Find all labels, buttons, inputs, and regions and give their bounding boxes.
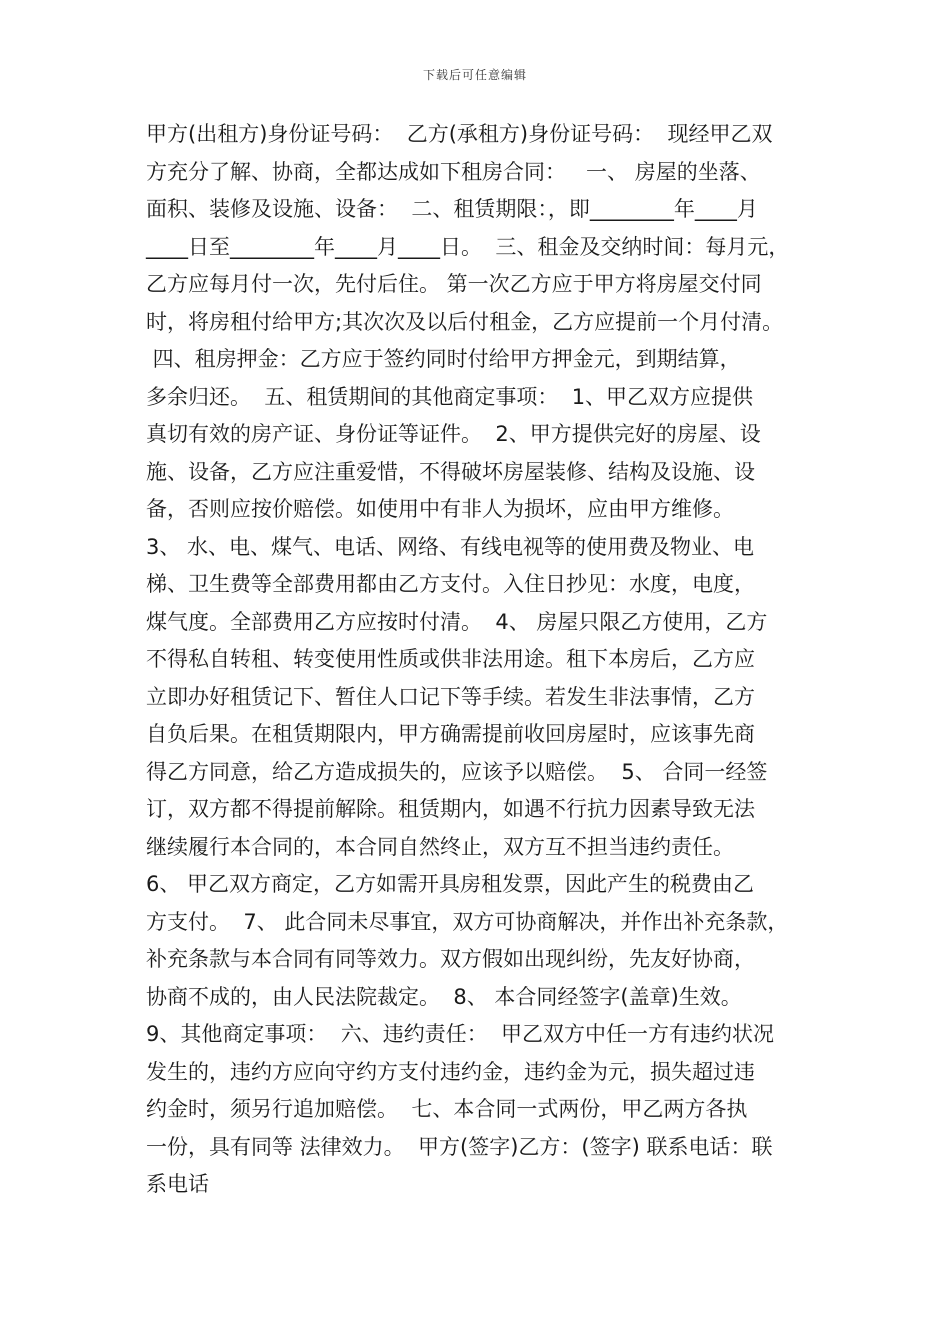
page-header: 下载后可任意编辑: [422, 68, 527, 82]
text-line: 协商不成的，由人民法院裁定。 8、 本合同经签字(盖章)生效。: [146, 984, 742, 1009]
text-line: 得乙方同意，给乙方造成损失的，应该予以赔偿。 5、 合同一经签: [146, 759, 768, 784]
text-line: 9、其他商定事项： 六、违约责任： 甲乙双方中任一方有违约状况: [146, 1022, 775, 1046]
text-line: 时，将房租付给甲方;其次次及以后付租金，乙方应提前一个月付清。: [146, 309, 784, 334]
text-line: 发生的，违约方应向守约方支付违约金，违约金为元，损失超过违: [146, 1059, 755, 1084]
text-line: 煤气度。全部费用乙方应按时付清。 4、 房屋只限乙方使用，乙方: [146, 609, 768, 634]
text-line: 系电话: [146, 1172, 209, 1196]
contract-body: [146, 116, 826, 1204]
text-line: 四、租房押金：乙方应于签约同时付给甲方押金元，到期结算，: [146, 347, 741, 371]
text-line: 多余归还。 五、租赁期间的其他商定事项： 1、甲乙双方应提供: [146, 384, 754, 409]
text-line: 6、 甲乙双方商定，乙方如需开具房租发票，因此产生的税费由乙: [146, 872, 755, 896]
text-line: 方支付。 7、 此合同未尽事宜，双方可协商解决，并作出补充条款，: [146, 909, 789, 934]
text-line: 约金时，须另行追加赔偿。 七、本合同一式两份，甲乙两方各执: [146, 1097, 748, 1121]
text-line: 订，双方都不得提前解除。租赁期内，如遇不行抗力因素导致无法: [146, 797, 755, 821]
text-line: 补充条款与本合同有同等效力。双方假如出现纠纷，先友好协商，: [146, 947, 755, 971]
text-line: 备，否则应按价赔偿。如使用中有非人为损坏，应由甲方维修。: [146, 497, 734, 521]
text-line: 真切有效的房产证、身份证等证件。 2、甲方提供完好的房屋、设: [146, 422, 761, 446]
text-line: 甲方(出租方)身份证号码： 乙方(承租方)身份证号码： 现经甲乙双: [146, 122, 773, 146]
text-line: ____日至________年____月____日。 三、租金及交纳时间：每月元，: [146, 234, 790, 259]
text-line: 面积、装修及设施、设备： 二、租赁期限：，即________年____月: [146, 197, 758, 221]
text-line: 自负后果。在租赁期限内，甲方确需提前收回房屋时，应该事先商: [146, 722, 755, 746]
text-line: 施、设备，乙方应注重爱惜，不得破坏房屋装修、结构及设施、设: [146, 459, 755, 484]
text-line: 梯、卫生费等全部费用都由乙方支付。入住日抄见：水度，电度，: [146, 572, 755, 596]
text-line: 继续履行本合同的，本合同自然终止，双方互不担当违约责任。: [146, 834, 734, 859]
text-line: 不得私自转租、转变使用性质或供非法用途。租下本房后，乙方应: [146, 647, 755, 671]
text-line: 方充分了解、协商，全都达成如下租房合同： 一、 房屋的坐落、: [146, 159, 761, 184]
text-line: 3、 水、电、煤气、电话、网络、有线电视等的使用费及物业、电: [146, 534, 755, 559]
text-line: 立即办好租赁记下、暂住人口记下等手续。若发生非法事情，乙方: [146, 684, 755, 709]
text-line: 乙方应每月付一次，先付后住。 第一次乙方应于甲方将房屋交付同: [146, 272, 762, 296]
text-line: 一份，具有同等 法律效力。 甲方(签字)乙方：(签字) 联系电话：联: [146, 1134, 773, 1159]
